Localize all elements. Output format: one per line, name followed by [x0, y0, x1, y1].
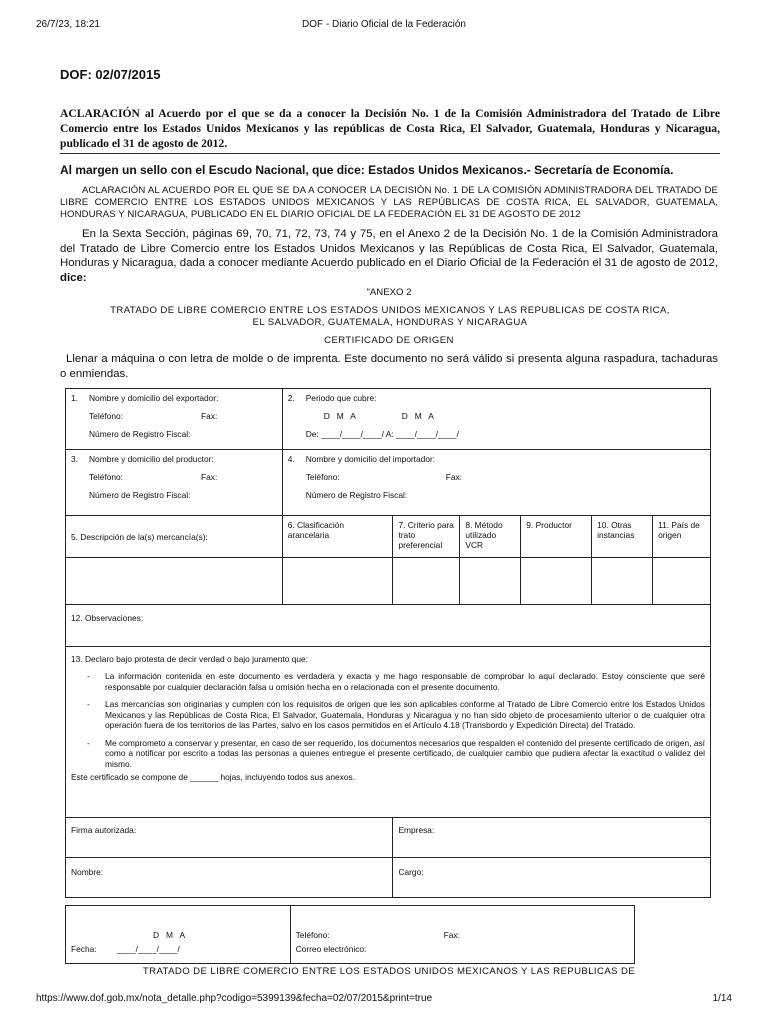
print-page-title: DOF - Diario Oficial de la Federación: [302, 19, 466, 30]
margen-sello: Al margen un sello con el Escudo Nacional, que dice: Estados Unidos Mexicanos.- Secretaría de Economía.: [60, 163, 674, 177]
dof-date: DOF: 02/07/2015: [60, 67, 161, 82]
cell-pais-origen[interactable]: [653, 558, 711, 605]
field-exportador[interactable]: 1. Nombre y domicilio del exportador: Teléfono: Fax: Número de Registro Fiscal:: [66, 389, 283, 450]
print-page-count: 1/14: [712, 993, 732, 1004]
header-clasificacion: 6. Clasificación arancelaria: [282, 516, 393, 558]
header-descripcion: 5. Descripción de la(s) mercancía(s):: [66, 516, 283, 558]
sexta-text: En la Sexta Sección, páginas 69, 70, 71, 72, 73, 74 y 75, en el Anexo 2 de la Decisión No. 1 de la Comisión Administradora del Tratado de Libre Comercio entre los Estados Unidos Mexicanos y las Repúblicas de Costa Rica, El Salvador, Guatemala, Honduras y Nicaragua, dada a conocer mediante Acuerdo publicado en el Diario Oficial de la Federación el 31 de agosto de 2012,: [60, 228, 718, 270]
title-divider: [60, 153, 720, 154]
field-firma[interactable]: Firma autorizada:: [66, 818, 393, 858]
certificado-heading: CERTIFICADO DE ORIGEN: [324, 335, 454, 346]
periodo-dates: De: ____/____/____/ A: ____/____/____/: [305, 429, 459, 439]
certificate-form: [65, 388, 711, 898]
bottom-tratado-heading: TRATADO DE LIBRE COMERCIO ENTRE LOS ESTADOS UNIDOS MEXICANOS Y LAS REPUBLICAS DE: [142, 966, 636, 977]
tratado-heading: TRATADO DE LIBRE COMERCIO ENTRE LOS ESTADOS UNIDOS MEXICANOS Y LAS REPUBLICAS DE COSTA RICA, EL SALVADOR, GUATEMALA, HONDURAS Y NICARAGUA: [110, 305, 670, 328]
header-metodo: 8. Método utilizado VCR: [460, 516, 521, 558]
sexta-dice: dice:: [60, 271, 87, 284]
header-otras-instancias: 10. Otras instancias: [592, 516, 653, 558]
aclaracion-title: ACLARACIÓN al Acuerdo por el que se da a conocer la Decisión No. 1 de la Comisión Administradora del Tratado de Libre Comercio entre los Estados Unidos Mexicanos y las repúblicas de Costa Rica, El Salvador, Guatemala, Honduras y Nicaragua, publicado el 31 de agosto de 2012.: [60, 107, 720, 150]
field-observaciones[interactable]: 12. Observaciones:: [66, 605, 711, 647]
cell-metodo[interactable]: [460, 558, 521, 605]
declaracion-heading: 13. Declaro bajo protesta de decir verdad o bajo juramento que:: [71, 654, 308, 664]
sexta-paragraph: [60, 227, 718, 285]
field-fecha[interactable]: D M A Fecha: ____/____/____/: [66, 906, 291, 964]
header-criterio: 7. Criterio para trato preferencial: [393, 516, 460, 558]
field-declaracion: [66, 647, 711, 818]
field-cargo[interactable]: Cargo:: [393, 858, 711, 898]
header-productor: 9. Productor: [521, 516, 592, 558]
hojas-statement: Este certificado se compone de ______ hojas, incluyendo todos sus anexos.: [71, 772, 356, 782]
cell-descripcion[interactable]: [66, 558, 283, 605]
print-url: https://www.dof.gob.mx/nota_detalle.php?codigo=5399139&fecha=02/07/2015&print=true: [36, 993, 433, 1004]
browser-print-header: [36, 19, 732, 33]
declaracion-item: - Me comprometo a conservar y presentar, en caso de ser requerido, los documentos necesarios que respalden el contenido del presente certificado de origen, así como a notificar por escrito a todas las personas a quienes entregue el presente certificado, de cualquier cambio que pudiera afectar la exactitud o validez del mismo.: [87, 737, 705, 769]
exportador-label: Nombre y domicilio del exportador:: [89, 393, 219, 403]
cell-productor[interactable]: [521, 558, 592, 605]
caps-paragraph: ACLARACIÓN AL ACUERDO POR EL QUE SE DA A CONOCER LA DECISIÓN No. 1 DE LA COMISIÓN ADMINISTRADORA DEL TRATADO DE LIBRE COMERCIO ENTRE LOS ESTADOS UNIDOS MEXICANOS Y LAS REPÚBLICAS DE COSTA RICA, EL SALVADOR, GUATEMALA, HONDURAS Y NICARAGUA, PUBLICADO EN EL DIARIO OFICIAL DE LA FEDERACIÓN EL 31 DE AGOSTO DE 2012: [60, 185, 718, 220]
field-nombre[interactable]: Nombre:: [66, 858, 393, 898]
cell-criterio[interactable]: [393, 558, 460, 605]
header-pais-origen: 11. País de origen: [653, 516, 711, 558]
field-productor[interactable]: 3. Nombre y domicilio del productor: Teléfono: Fax: Número de Registro Fiscal:: [66, 450, 283, 516]
declaracion-item: - La información contenida en este documento es verdadera y exacta y me hago responsable de comprobar lo aquí declarado. Estoy consciente que seré responsable por cualquier declaración falsa u omisión hecha en o relacionada con el presente documento.: [87, 671, 705, 692]
field-empresa[interactable]: Empresa:: [393, 818, 711, 858]
field-periodo[interactable]: 2. Periodo que cubre: D M A D M A De: ____/____/____/ A: ____/____/____/: [282, 389, 710, 450]
llenar-instructions: Llenar a máquina o con letra de molde o de imprenta. Este documento no será válido si presenta alguna raspadura, tachaduras o enmiendas.: [60, 353, 718, 380]
field-telefono-correo[interactable]: Teléfono: Fax: Correo electrónico:: [290, 906, 634, 964]
anexo-heading: "ANEXO 2: [366, 287, 412, 298]
cell-otras-instancias[interactable]: [592, 558, 653, 605]
periodo-label: Periodo que cubre:: [305, 393, 377, 403]
browser-print-footer: [36, 993, 732, 1007]
cell-clasificacion[interactable]: [282, 558, 393, 605]
declaracion-item: - Las mercancías son originarias y cumplen con los requisitos de origen que les son aplicables conforme al Tratado de Libre Comercio entre los Estados Unidos Mexicanos y las Repúblicas de Costa Rica, El Salvador, Guatemala, Honduras y Nicaragua y no han sido objeto de procesamiento ulterior o de cualquier otra operación fuera de los territorios de las Partes, salvo en los casos permitidos en el Artículo 4.18 (Transbordo y Expedición Directa) del Tratado.: [87, 699, 705, 730]
print-datetime: 26/7/23, 18:21: [36, 19, 100, 30]
field-importador[interactable]: 4. Nombre y domicilio del importador: Teléfono: Fax: Número de Registro Fiscal:: [282, 450, 710, 516]
fecha-line: ____/____/____/: [117, 944, 180, 954]
fecha-contacto-table: [65, 905, 635, 964]
